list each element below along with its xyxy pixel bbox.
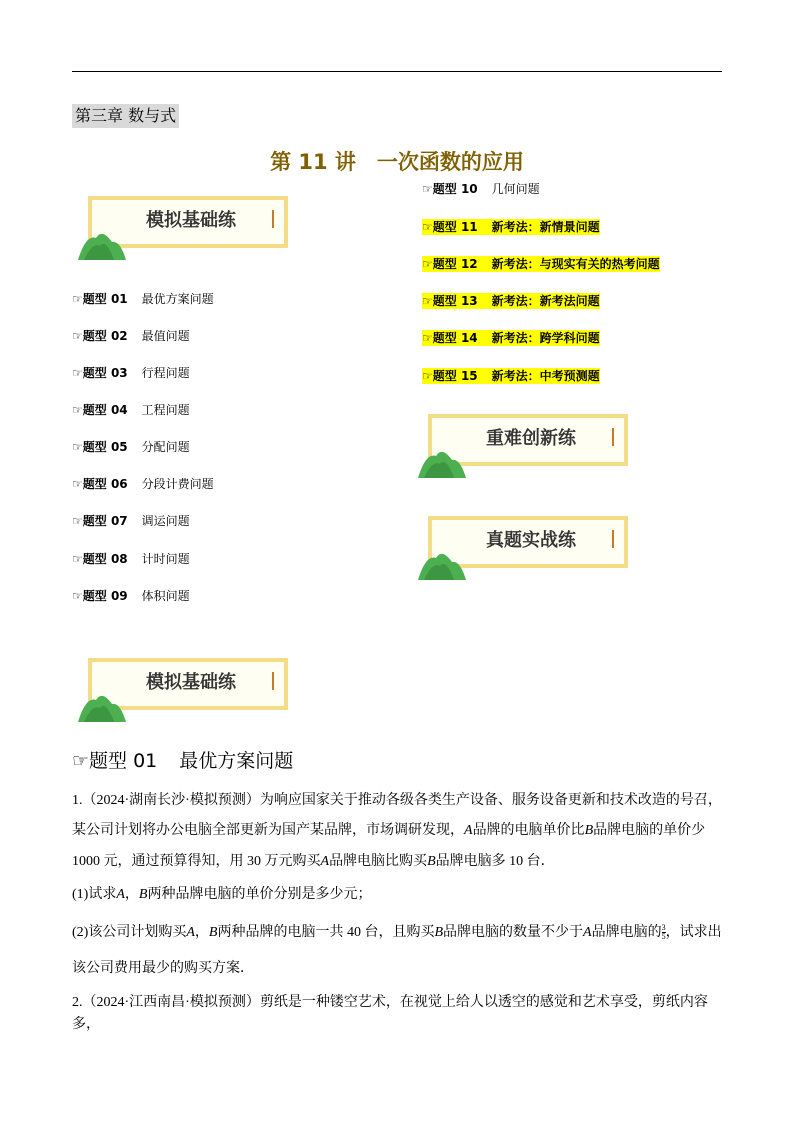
toc-item[interactable]: ☞题型 01 最优方案问题 — [72, 292, 214, 306]
toc-item[interactable]: ☞题型 05 分配问题 — [72, 440, 190, 454]
page-title: 第 11 讲 一次函数的应用 — [270, 150, 524, 174]
toc-item[interactable]: ☞题型 02 最值问题 — [72, 329, 190, 343]
question-1-line-2: 某公司计划将办公电脑全部更新为国产某品牌，市场调研发现，A品牌的电脑单价比B品牌电脑的单价少 — [72, 823, 706, 838]
toc-item[interactable]: ☞题型 06 分段计费问题 — [72, 477, 214, 491]
question-1-part-1: (1)试求A，B两种品牌电脑的单价分别是多少元； — [72, 887, 372, 902]
toc-item[interactable]: ☞题型 08 计时问题 — [72, 552, 190, 566]
header-rule — [72, 71, 722, 72]
hill-icon — [418, 548, 468, 580]
fraction: $\frac{3}{5}$ — [661, 923, 666, 942]
toc-item[interactable]: ☞题型 07 调运问题 — [72, 514, 190, 528]
banner-label: 真题实战练 — [486, 530, 576, 551]
toc-item[interactable]: ☞题型 10 几何问题 — [422, 182, 540, 196]
hill-icon — [418, 446, 468, 478]
toc-item[interactable]: ☞题型 04 工程问题 — [72, 403, 190, 417]
banner-label: 模拟基础练 — [146, 672, 236, 693]
banner-label: 模拟基础练 — [146, 210, 236, 231]
banner-real — [418, 514, 658, 584]
hill-icon — [78, 690, 128, 722]
question-1-line-3: 1000 元，通过预算得知，用 30 万元购买A品牌电脑比购买B品牌电脑多 10 台． — [72, 854, 555, 869]
toc-item-highlighted[interactable]: ☞题型 12 新考法：与现实有关的热考问题 — [422, 257, 660, 271]
question-1-part-2-cont: 该公司费用最少的购买方案． — [72, 961, 254, 976]
question-1-line-1: 1.（2024·湖南长沙·模拟预测）为响应国家关于推动各级各类生产设备、服务设备更新和技术改造的号召， — [72, 793, 722, 808]
banner-basic-top — [78, 194, 318, 264]
toc-item[interactable]: ☞题型 09 体积问题 — [72, 589, 190, 603]
toc-item-highlighted[interactable]: ☞题型 13 新考法：新考法问题 — [422, 294, 600, 308]
banner-hard — [418, 412, 658, 482]
banner-label: 重难创新练 — [486, 428, 576, 449]
question-2-line-1: 2.（2024·江西南昌·模拟预测）剪纸是一种镂空艺术，在视觉上给人以透空的感觉和艺术享受，剪纸内容多， — [72, 995, 708, 1032]
chapter-label: 第三章 数与式 — [72, 104, 179, 128]
section-heading: ☞题型 01 最优方案问题 — [72, 750, 294, 772]
toc-item-highlighted[interactable]: ☞题型 15 新考法：中考预测题 — [422, 369, 600, 383]
toc-item[interactable]: ☞题型 03 行程问题 — [72, 366, 190, 380]
toc-item-highlighted[interactable]: ☞题型 14 新考法：跨学科问题 — [422, 331, 600, 345]
banner-basic-section — [78, 656, 318, 726]
question-1-part-2: (2)该公司计划购买A，B两种品牌的电脑一共 40 台，且购买B品牌电脑的数量不少于A品牌电脑的 $\frac{3}{5}$ ，试求出 — [72, 923, 722, 942]
hill-icon — [78, 228, 128, 260]
toc-item-highlighted[interactable]: ☞题型 11 新考法：新情景问题 — [422, 220, 600, 234]
